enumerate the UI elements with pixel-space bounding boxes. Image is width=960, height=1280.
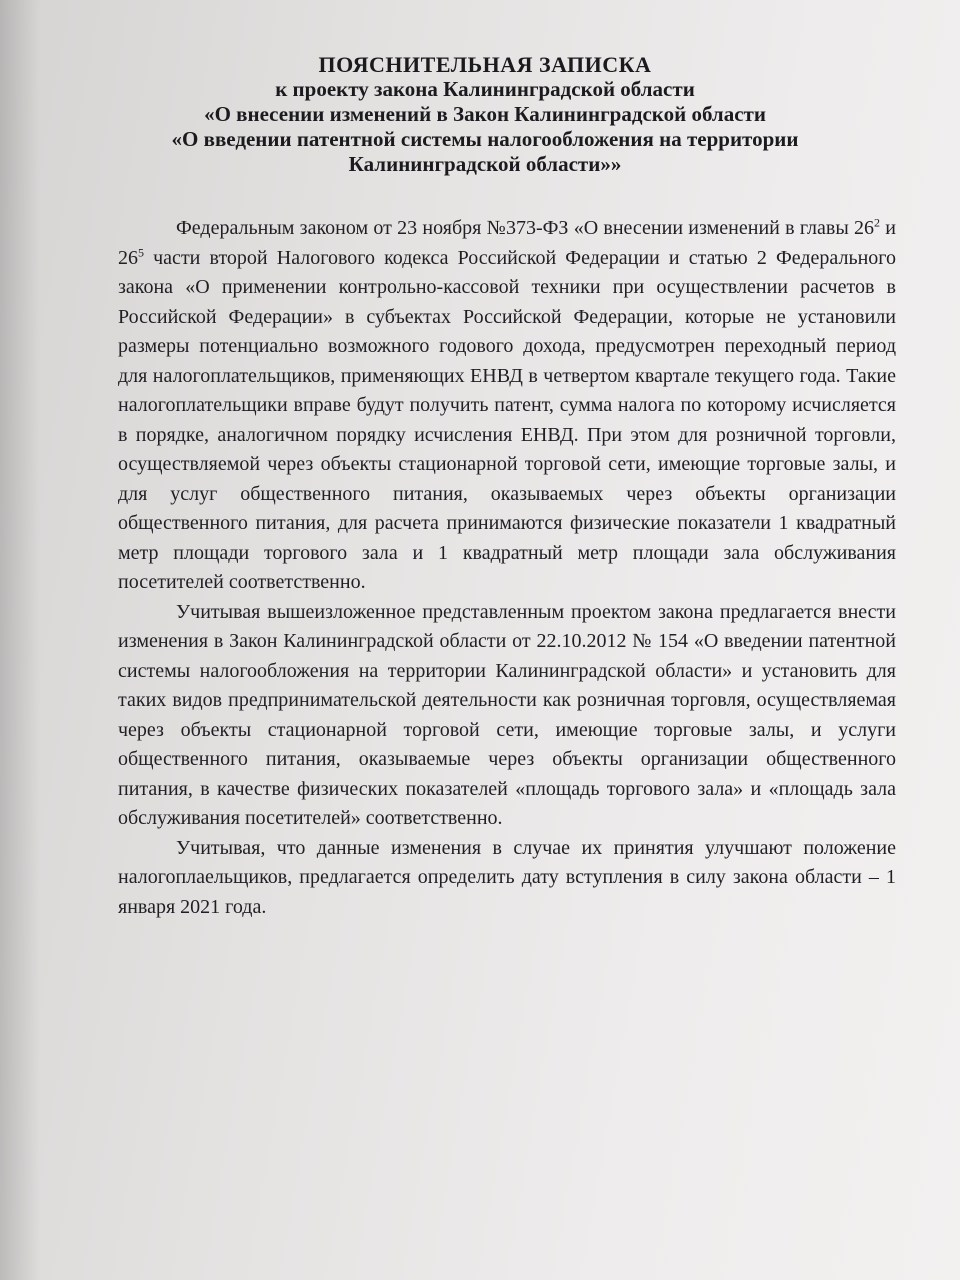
chapter-superscript-1: 2 — [874, 215, 881, 230]
paragraph-1-part-1: Федеральным законом от 23 ноября №373-ФЗ «О внесении изменений в главы 26 — [176, 217, 875, 239]
page-shadow — [0, 0, 40, 1280]
paragraph-2: Учитывая вышеизложенное представленным проектом закона предлагается внести изменения в Закон Калининградской области от 22.10.2012 № 154 «О введении патентной системы налогообложения на территории Калининградской области» и установить для таких видов предпринимательской деятельности как розничная торговля, осуществляемая через объекты стационарной торговой сети, имеющие торговые залы, и услуги общественного питания, оказываемые через объекты организации общественного питания, в качестве физических показателей «площадь торгового зала» и «площадь зала обслуживания посетителей» соответственно. — [118, 600, 896, 829]
paragraph-1-part-3: части второй Налогового кодекса Российской Федерации и статью 2 Федерального закона «О применении контрольно-кассовой техники при осуществлении расчетов в Российской Федерации» в субъектах Российской Федерации, которые не установили размеры потенциально возможного годового дохода, предусмотрен переходный период для налогоплательщиков, применяющих ЕНВД в четвертом квартале текущего года. Такие налогоплательщики вправе будут получить патент, сумма налога по которому исчисляется в порядке, аналогичном порядку исчисления ЕНВД. При этом для розничной торговли, осуществляемой через объекты стационарной торговой сети, имеющие торговые залы, и для услуг общественного питания, оказываемых через объекты организации общественного питания, для расчета принимаются физические показатели 1 квадратный метр площади торгового зала и 1 квадратный метр площади зала обслуживания посетителей соответственно. — [118, 246, 896, 593]
paragraph-3: Учитывая, что данные изменения в случае их принятия улучшают положение налогоплаельщиков, предлагается определить дату вступления в силу закона области – 1 января 2021 года. — [118, 836, 896, 918]
document-title: ПОЯСНИТЕЛЬНАЯ ЗАПИСКА — [318, 52, 652, 77]
heading-line-1: к проекту закона Калининградской области — [275, 77, 695, 101]
heading-line-2: «О внесении изменений в Закон Калининградской области — [204, 102, 766, 126]
chapter-superscript-2: 5 — [138, 244, 144, 259]
heading-line-4: Калининградской области»» — [348, 152, 622, 176]
paragraph-1 — [118, 214, 896, 598]
paragraph-1-part-2: и 26 — [118, 217, 897, 269]
document-heading — [100, 52, 870, 177]
heading-line-3: «О введении патентной системы налогообложения на территории — [171, 127, 799, 151]
document-body — [118, 214, 896, 922]
